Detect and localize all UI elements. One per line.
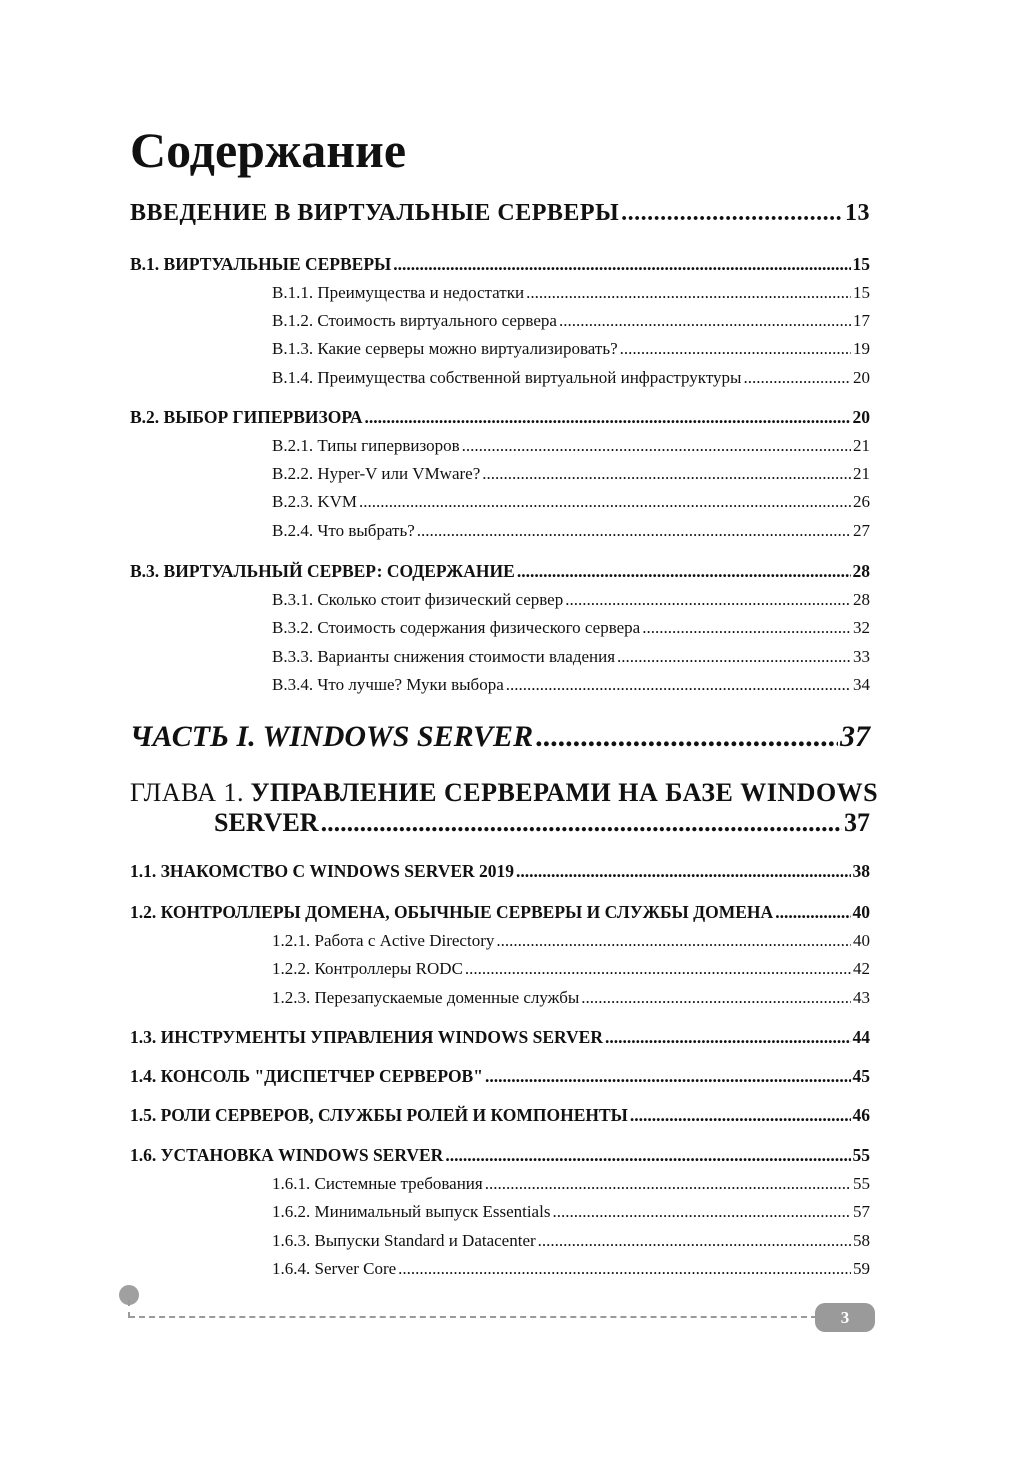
footer-dashed-rule [129, 1316, 817, 1318]
toc-page-number: 55 [852, 1145, 870, 1165]
toc-label: B.1.1. Преимущества и недостатки [272, 283, 525, 302]
toc-label: B.1.4. Преимущества собственной виртуальной инфраструктуры [272, 368, 742, 387]
toc-page-number: 26 [853, 492, 870, 511]
toc-label: 1.6.2. Минимальный выпуск Essentials [272, 1202, 551, 1221]
toc-page-number: 38 [852, 861, 870, 881]
toc-label: 1.3. ИНСТРУМЕНТЫ УПРАВЛЕНИЯ WINDOWS SERVER [130, 1027, 603, 1047]
toc-page-number: 33 [853, 647, 870, 666]
dot-leader [517, 561, 851, 582]
toc-section[interactable] [130, 902, 870, 923]
toc-page-number: 45 [852, 1066, 870, 1086]
toc-subsection[interactable] [272, 436, 870, 456]
toc-subsection[interactable] [272, 618, 870, 638]
toc-label: 1.6. УСТАНОВКА WINDOWS SERVER [130, 1145, 444, 1165]
toc-subsection[interactable] [272, 1231, 870, 1251]
dot-leader [565, 590, 851, 610]
dot-leader [465, 959, 851, 979]
toc-section[interactable] [130, 407, 870, 428]
toc-label: 1.6.1. Системные требования [272, 1174, 483, 1193]
dot-leader [321, 808, 842, 838]
toc-page-number: 15 [852, 254, 870, 274]
toc-subsection[interactable] [272, 1259, 870, 1279]
toc-label: 1.5. РОЛИ СЕРВЕРОВ, СЛУЖБЫ РОЛЕЙ И КОМПОНЕНТЫ [130, 1105, 628, 1125]
toc-label: ВВЕДЕНИЕ В ВИРТУАЛЬНЫЕ СЕРВЕРЫ [130, 200, 620, 226]
toc-label: B.1.2. Стоимость виртуального сервера [272, 311, 557, 330]
toc-subsection[interactable] [272, 339, 870, 359]
dot-leader [482, 464, 851, 484]
toc-section[interactable] [130, 254, 870, 275]
toc-page-number: 58 [853, 1231, 870, 1250]
toc-label: B.2.2. Hyper-V или VMware? [272, 464, 481, 483]
toc-page-number: 13 [845, 200, 870, 226]
dot-leader [485, 1174, 851, 1194]
toc-subsection[interactable] [272, 521, 870, 541]
toc-section[interactable] [130, 1105, 870, 1126]
dot-leader [605, 1027, 851, 1048]
dot-leader [506, 675, 851, 695]
toc-page-number: 19 [853, 339, 870, 358]
chapter-title-row [130, 778, 879, 808]
toc-label: B.1. ВИРТУАЛЬНЫЕ СЕРВЕРЫ [130, 254, 392, 274]
toc-subsection[interactable] [272, 311, 870, 331]
toc-part[interactable] [130, 720, 870, 754]
toc-subsection[interactable] [272, 1202, 870, 1222]
dot-leader [559, 311, 851, 331]
dot-leader [552, 1202, 851, 1222]
toc-label: 1.4. КОНСОЛЬ "ДИСПЕТЧЕР СЕРВЕРОВ" [130, 1066, 483, 1086]
toc-label: 1.2. КОНТРОЛЛЕРЫ ДОМЕНА, ОБЫЧНЫЕ СЕРВЕРЫ И СЛУЖБЫ ДОМЕНА [130, 902, 774, 922]
toc-label: B.3.2. Стоимость содержания физического сервера [272, 618, 641, 637]
toc-intro[interactable] [130, 200, 870, 227]
dot-leader [496, 931, 851, 951]
toc-subsection[interactable] [272, 931, 870, 951]
dot-leader [526, 283, 851, 303]
toc-section[interactable] [130, 1066, 870, 1087]
dot-leader [462, 436, 851, 456]
toc-page-number: 57 [853, 1202, 870, 1221]
dot-leader [417, 521, 851, 541]
toc-label: 1.1. ЗНАКОМСТВО С WINDOWS SERVER 2019 [130, 861, 515, 881]
dot-leader [617, 647, 851, 667]
toc-label: ЧАСТЬ I. WINDOWS SERVER [130, 720, 534, 753]
toc-label: B.2.1. Типы гипервизоров [272, 436, 460, 455]
toc-page-number: 20 [852, 407, 870, 427]
toc-label: 1.2.3. Перезапускаемые доменные службы [272, 988, 580, 1007]
toc-label: B.3.3. Варианты снижения стоимости владения [272, 647, 616, 666]
toc-chapter[interactable] [130, 778, 879, 838]
toc-section[interactable] [130, 861, 870, 882]
chapter-title-line2: SERVER [214, 808, 319, 837]
dot-leader [581, 988, 851, 1008]
page-number-badge: 3 [815, 1303, 875, 1332]
dot-leader [535, 720, 838, 754]
toc-label: B.2.4. Что выбрать? [272, 521, 415, 540]
toc-page-number: 55 [853, 1174, 870, 1193]
dot-leader [775, 902, 850, 923]
toc-subsection[interactable] [272, 988, 870, 1008]
toc-page-number: 46 [852, 1105, 870, 1125]
toc-page-number: 20 [853, 368, 870, 387]
toc-page-number: 43 [853, 988, 870, 1007]
toc-page-number: 32 [853, 618, 870, 637]
dot-leader [516, 861, 850, 882]
dot-leader [538, 1231, 851, 1251]
toc-subsection[interactable] [272, 1174, 870, 1194]
toc-label: 1.2.1. Работа с Active Directory [272, 931, 495, 950]
dot-leader [485, 1066, 851, 1087]
toc-section[interactable] [130, 561, 870, 582]
toc-page-number: 21 [853, 436, 870, 455]
toc-label: B.3.4. Что лучше? Муки выбора [272, 675, 504, 694]
toc-page-number: 21 [853, 464, 870, 483]
toc-page-number: 37 [840, 720, 870, 753]
toc-subsection[interactable] [272, 959, 870, 979]
toc-page-number: 40 [853, 931, 870, 950]
dot-leader [359, 492, 851, 512]
toc-subsection[interactable] [272, 675, 870, 695]
chapter-title: УПРАВЛЕНИЕ СЕРВЕРАМИ НА БАЗЕ WINDOWS [250, 778, 879, 807]
toc-page-number: 28 [852, 561, 870, 581]
toc-label: B.1.3. Какие серверы можно виртуализировать? [272, 339, 618, 358]
toc-page-number: 34 [853, 675, 870, 694]
dot-leader [630, 1105, 851, 1126]
dot-leader [445, 1145, 850, 1166]
dot-leader [620, 339, 851, 359]
dot-leader [398, 1259, 851, 1279]
toc-subsection[interactable] [272, 647, 870, 667]
chapter-title-continuation [214, 808, 870, 838]
toc-subsection[interactable] [272, 492, 870, 512]
toc-page-number: 42 [853, 959, 870, 978]
toc-subsection[interactable] [272, 368, 870, 388]
toc-page-number: 59 [853, 1259, 870, 1278]
toc-subsection[interactable] [272, 283, 870, 303]
page-title: Содержание [130, 122, 407, 178]
toc-page-number: 37 [844, 808, 870, 837]
toc-label: 1.6.4. Server Core [272, 1259, 397, 1278]
toc-label: 1.6.3. Выпуски Standard и Datacenter [272, 1231, 536, 1250]
toc-page-number: 28 [853, 590, 870, 609]
toc-label: 1.2.2. Контроллеры RODC [272, 959, 463, 978]
toc-page-number: 44 [852, 1027, 870, 1047]
dot-leader [642, 618, 851, 638]
toc-subsection[interactable] [272, 464, 870, 484]
chapter-prefix: ГЛАВА 1. [130, 778, 244, 807]
dot-leader [393, 254, 850, 275]
dot-leader [364, 407, 850, 428]
toc-label: B.2.3. KVM [272, 492, 358, 511]
toc-label: B.2. ВЫБОР ГИПЕРВИЗОРА [130, 407, 363, 427]
toc-page-number: 15 [853, 283, 870, 302]
toc-subsection[interactable] [272, 590, 870, 610]
toc-page-number: 40 [852, 902, 870, 922]
dot-leader [621, 200, 843, 227]
dot-leader [743, 368, 851, 388]
toc-page-number: 27 [853, 521, 870, 540]
toc-page-number: 17 [853, 311, 870, 330]
toc-section[interactable] [130, 1145, 870, 1166]
toc-label: B.3.1. Сколько стоит физический сервер [272, 590, 564, 609]
toc-section[interactable] [130, 1027, 870, 1048]
toc-label: B.3. ВИРТУАЛЬНЫЙ СЕРВЕР: СОДЕРЖАНИЕ [130, 561, 515, 581]
